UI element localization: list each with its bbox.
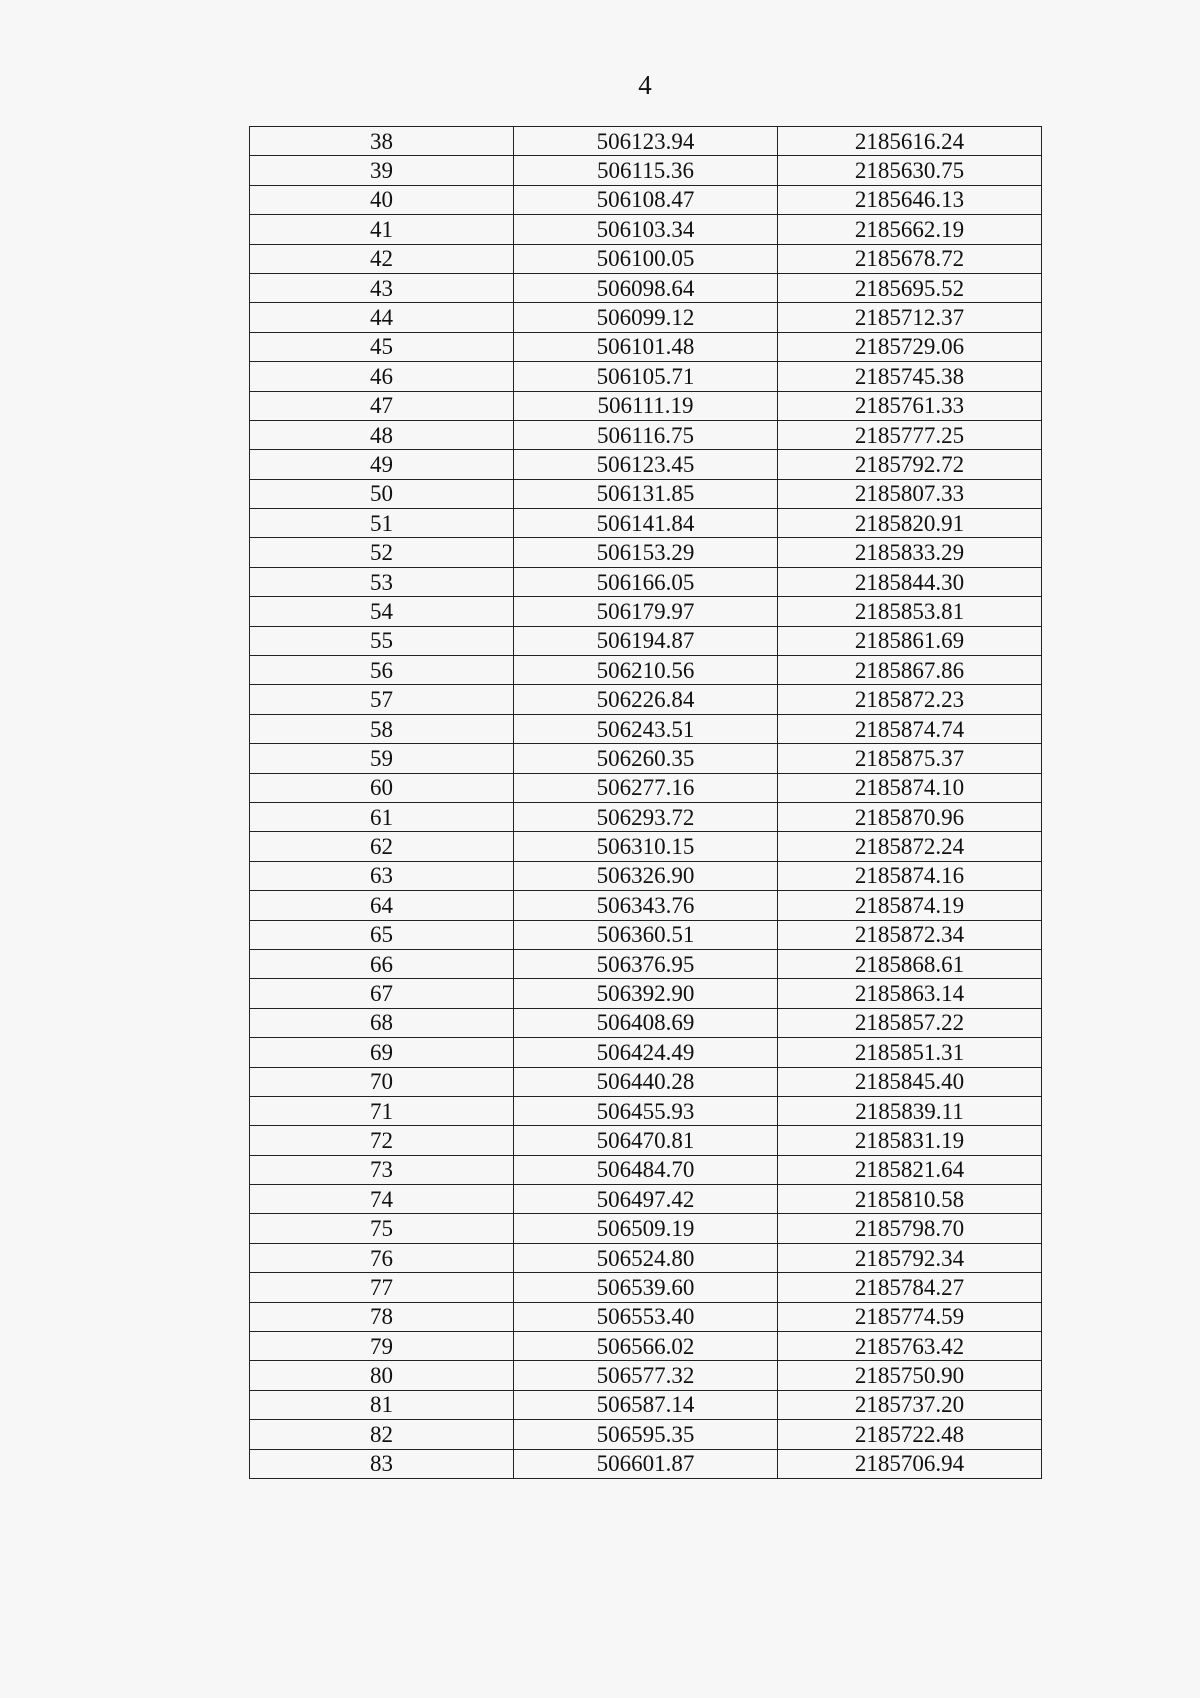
x-coordinate-cell: 506243.51 — [514, 714, 778, 743]
point-number-cell: 64 — [250, 891, 514, 920]
point-number-cell: 50 — [250, 479, 514, 508]
x-coordinate-cell: 506360.51 — [514, 920, 778, 949]
table-row — [250, 391, 1042, 420]
point-number-cell: 51 — [250, 509, 514, 538]
x-coordinate-cell: 506105.71 — [514, 362, 778, 391]
table-row — [250, 832, 1042, 861]
x-coordinate-cell: 506566.02 — [514, 1332, 778, 1361]
table-row — [250, 802, 1042, 831]
point-number-cell: 60 — [250, 773, 514, 802]
table-row — [250, 1420, 1042, 1449]
point-number-cell: 38 — [250, 127, 514, 156]
y-coordinate-cell: 2185867.86 — [778, 656, 1042, 685]
table-row — [250, 1302, 1042, 1331]
x-coordinate-cell: 506116.75 — [514, 420, 778, 449]
x-coordinate-cell: 506141.84 — [514, 509, 778, 538]
table-row — [250, 1096, 1042, 1125]
table-row — [250, 156, 1042, 185]
table-row — [250, 1126, 1042, 1155]
point-number-cell: 39 — [250, 156, 514, 185]
x-coordinate-cell: 506277.16 — [514, 773, 778, 802]
y-coordinate-cell: 2185839.11 — [778, 1096, 1042, 1125]
x-coordinate-cell: 506108.47 — [514, 185, 778, 214]
point-number-cell: 44 — [250, 303, 514, 332]
point-number-cell: 42 — [250, 244, 514, 273]
x-coordinate-cell: 506179.97 — [514, 597, 778, 626]
x-coordinate-cell: 506392.90 — [514, 979, 778, 1008]
point-number-cell: 73 — [250, 1155, 514, 1184]
table-row — [250, 714, 1042, 743]
table-row — [250, 1449, 1042, 1478]
table-row — [250, 509, 1042, 538]
x-coordinate-cell: 506484.70 — [514, 1155, 778, 1184]
point-number-cell: 67 — [250, 979, 514, 1008]
y-coordinate-cell: 2185763.42 — [778, 1332, 1042, 1361]
y-coordinate-cell: 2185737.20 — [778, 1390, 1042, 1419]
y-coordinate-cell: 2185868.61 — [778, 949, 1042, 978]
point-number-cell: 63 — [250, 861, 514, 890]
y-coordinate-cell: 2185833.29 — [778, 538, 1042, 567]
x-coordinate-cell: 506343.76 — [514, 891, 778, 920]
y-coordinate-cell: 2185872.24 — [778, 832, 1042, 861]
x-coordinate-cell: 506260.35 — [514, 744, 778, 773]
table-row — [250, 332, 1042, 361]
table-row — [250, 567, 1042, 596]
table-row — [250, 744, 1042, 773]
table-row — [250, 1390, 1042, 1419]
point-number-cell: 56 — [250, 656, 514, 685]
x-coordinate-cell: 506553.40 — [514, 1302, 778, 1331]
point-number-cell: 65 — [250, 920, 514, 949]
y-coordinate-cell: 2185792.72 — [778, 450, 1042, 479]
point-number-cell: 83 — [250, 1449, 514, 1478]
y-coordinate-cell: 2185875.37 — [778, 744, 1042, 773]
x-coordinate-cell: 506310.15 — [514, 832, 778, 861]
x-coordinate-cell: 506509.19 — [514, 1214, 778, 1243]
table-row — [250, 479, 1042, 508]
point-number-cell: 71 — [250, 1096, 514, 1125]
point-number-cell: 81 — [250, 1390, 514, 1419]
y-coordinate-cell: 2185872.34 — [778, 920, 1042, 949]
point-number-cell: 79 — [250, 1332, 514, 1361]
table-row — [250, 185, 1042, 214]
x-coordinate-cell: 506595.35 — [514, 1420, 778, 1449]
y-coordinate-cell: 2185646.13 — [778, 185, 1042, 214]
table-row — [250, 861, 1042, 890]
point-number-cell: 47 — [250, 391, 514, 420]
table-row — [250, 244, 1042, 273]
x-coordinate-cell: 506131.85 — [514, 479, 778, 508]
y-coordinate-cell: 2185695.52 — [778, 273, 1042, 302]
table-row — [250, 127, 1042, 156]
table-row — [250, 273, 1042, 302]
table-row — [250, 1243, 1042, 1272]
y-coordinate-cell: 2185810.58 — [778, 1185, 1042, 1214]
y-coordinate-cell: 2185706.94 — [778, 1449, 1042, 1478]
x-coordinate-cell: 506099.12 — [514, 303, 778, 332]
x-coordinate-cell: 506098.64 — [514, 273, 778, 302]
point-number-cell: 66 — [250, 949, 514, 978]
point-number-cell: 40 — [250, 185, 514, 214]
table-row — [250, 656, 1042, 685]
point-number-cell: 46 — [250, 362, 514, 391]
x-coordinate-cell: 506153.29 — [514, 538, 778, 567]
x-coordinate-cell: 506408.69 — [514, 1008, 778, 1037]
point-number-cell: 58 — [250, 714, 514, 743]
y-coordinate-cell: 2185798.70 — [778, 1214, 1042, 1243]
table-row — [250, 362, 1042, 391]
y-coordinate-cell: 2185722.48 — [778, 1420, 1042, 1449]
x-coordinate-cell: 506376.95 — [514, 949, 778, 978]
point-number-cell: 54 — [250, 597, 514, 626]
x-coordinate-cell: 506293.72 — [514, 802, 778, 831]
table-row — [250, 949, 1042, 978]
table-row — [250, 685, 1042, 714]
point-number-cell: 72 — [250, 1126, 514, 1155]
y-coordinate-cell: 2185616.24 — [778, 127, 1042, 156]
point-number-cell: 62 — [250, 832, 514, 861]
y-coordinate-cell: 2185745.38 — [778, 362, 1042, 391]
table-row — [250, 1155, 1042, 1184]
x-coordinate-cell: 506100.05 — [514, 244, 778, 273]
table-row — [250, 1332, 1042, 1361]
table-row — [250, 979, 1042, 1008]
y-coordinate-cell: 2185863.14 — [778, 979, 1042, 1008]
point-number-cell: 75 — [250, 1214, 514, 1243]
x-coordinate-cell: 506210.56 — [514, 656, 778, 685]
y-coordinate-cell: 2185857.22 — [778, 1008, 1042, 1037]
y-coordinate-cell: 2185662.19 — [778, 215, 1042, 244]
y-coordinate-cell: 2185774.59 — [778, 1302, 1042, 1331]
y-coordinate-cell: 2185777.25 — [778, 420, 1042, 449]
x-coordinate-cell: 506123.45 — [514, 450, 778, 479]
x-coordinate-cell: 506226.84 — [514, 685, 778, 714]
y-coordinate-cell: 2185874.10 — [778, 773, 1042, 802]
x-coordinate-cell: 506440.28 — [514, 1067, 778, 1096]
point-number-cell: 55 — [250, 626, 514, 655]
point-number-cell: 69 — [250, 1038, 514, 1067]
point-number-cell: 57 — [250, 685, 514, 714]
y-coordinate-cell: 2185761.33 — [778, 391, 1042, 420]
table-row — [250, 1273, 1042, 1302]
point-number-cell: 41 — [250, 215, 514, 244]
page-number: 4 — [638, 70, 652, 100]
table-row — [250, 1361, 1042, 1390]
x-coordinate-cell: 506455.93 — [514, 1096, 778, 1125]
y-coordinate-cell: 2185861.69 — [778, 626, 1042, 655]
y-coordinate-cell: 2185845.40 — [778, 1067, 1042, 1096]
point-number-cell: 49 — [250, 450, 514, 479]
y-coordinate-cell: 2185851.31 — [778, 1038, 1042, 1067]
x-coordinate-cell: 506539.60 — [514, 1273, 778, 1302]
point-number-cell: 61 — [250, 802, 514, 831]
x-coordinate-cell: 506587.14 — [514, 1390, 778, 1419]
table-row — [250, 538, 1042, 567]
coordinate-table-body — [250, 127, 1042, 1479]
point-number-cell: 78 — [250, 1302, 514, 1331]
x-coordinate-cell: 506111.19 — [514, 391, 778, 420]
y-coordinate-cell: 2185729.06 — [778, 332, 1042, 361]
y-coordinate-cell: 2185874.16 — [778, 861, 1042, 890]
table-row — [250, 1008, 1042, 1037]
y-coordinate-cell: 2185821.64 — [778, 1155, 1042, 1184]
y-coordinate-cell: 2185784.27 — [778, 1273, 1042, 1302]
point-number-cell: 77 — [250, 1273, 514, 1302]
point-number-cell: 82 — [250, 1420, 514, 1449]
y-coordinate-cell: 2185874.74 — [778, 714, 1042, 743]
x-coordinate-cell: 506194.87 — [514, 626, 778, 655]
point-number-cell: 70 — [250, 1067, 514, 1096]
x-coordinate-cell: 506470.81 — [514, 1126, 778, 1155]
x-coordinate-cell: 506101.48 — [514, 332, 778, 361]
point-number-cell: 45 — [250, 332, 514, 361]
y-coordinate-cell: 2185712.37 — [778, 303, 1042, 332]
y-coordinate-cell: 2185792.34 — [778, 1243, 1042, 1272]
table-row — [250, 920, 1042, 949]
y-coordinate-cell: 2185630.75 — [778, 156, 1042, 185]
y-coordinate-cell: 2185874.19 — [778, 891, 1042, 920]
y-coordinate-cell: 2185844.30 — [778, 567, 1042, 596]
point-number-cell: 74 — [250, 1185, 514, 1214]
table-row — [250, 891, 1042, 920]
y-coordinate-cell: 2185872.23 — [778, 685, 1042, 714]
x-coordinate-cell: 506577.32 — [514, 1361, 778, 1390]
point-number-cell: 76 — [250, 1243, 514, 1272]
y-coordinate-cell: 2185807.33 — [778, 479, 1042, 508]
table-row — [250, 626, 1042, 655]
table-row — [250, 450, 1042, 479]
point-number-cell: 59 — [250, 744, 514, 773]
table-row — [250, 1038, 1042, 1067]
x-coordinate-cell: 506166.05 — [514, 567, 778, 596]
x-coordinate-cell: 506103.34 — [514, 215, 778, 244]
y-coordinate-cell: 2185750.90 — [778, 1361, 1042, 1390]
y-coordinate-cell: 2185831.19 — [778, 1126, 1042, 1155]
x-coordinate-cell: 506326.90 — [514, 861, 778, 890]
y-coordinate-cell: 2185853.81 — [778, 597, 1042, 626]
point-number-cell: 43 — [250, 273, 514, 302]
table-row — [250, 773, 1042, 802]
table-row — [250, 420, 1042, 449]
x-coordinate-cell: 506497.42 — [514, 1185, 778, 1214]
point-number-cell: 68 — [250, 1008, 514, 1037]
x-coordinate-cell: 506524.80 — [514, 1243, 778, 1272]
x-coordinate-cell: 506123.94 — [514, 127, 778, 156]
table-row — [250, 303, 1042, 332]
table-row — [250, 1067, 1042, 1096]
x-coordinate-cell: 506601.87 — [514, 1449, 778, 1478]
coordinate-table — [249, 126, 1042, 1479]
x-coordinate-cell: 506115.36 — [514, 156, 778, 185]
table-row — [250, 597, 1042, 626]
table-row — [250, 215, 1042, 244]
x-coordinate-cell: 506424.49 — [514, 1038, 778, 1067]
y-coordinate-cell: 2185678.72 — [778, 244, 1042, 273]
point-number-cell: 48 — [250, 420, 514, 449]
point-number-cell: 52 — [250, 538, 514, 567]
table-row — [250, 1185, 1042, 1214]
y-coordinate-cell: 2185820.91 — [778, 509, 1042, 538]
table-row — [250, 1214, 1042, 1243]
point-number-cell: 80 — [250, 1361, 514, 1390]
point-number-cell: 53 — [250, 567, 514, 596]
y-coordinate-cell: 2185870.96 — [778, 802, 1042, 831]
